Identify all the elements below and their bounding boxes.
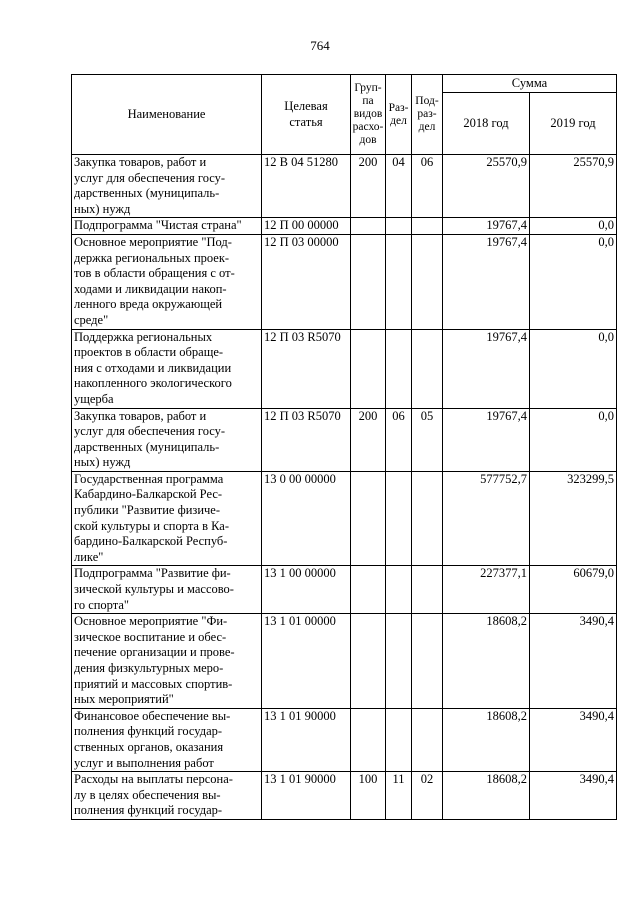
- row-sum-2019: 0,0: [530, 329, 617, 408]
- row-section: [386, 471, 412, 566]
- row-name: Государственная программа Кабардино-Балкарской Рес- публики "Развитие физиче- ской культуры и спорта в Ка- бардино-Балкарской Респуб- лике": [72, 471, 262, 566]
- row-sum-2018: 227377,1: [443, 566, 530, 614]
- row-name: Закупка товаров, работ и услуг для обеспечения госу- дарственных (муниципаль- ных) нужд: [72, 408, 262, 471]
- row-article: 13 1 01 90000: [262, 708, 351, 771]
- row-subsection: [412, 614, 443, 709]
- row-article: 13 1 00 00000: [262, 566, 351, 614]
- row-group: [351, 614, 386, 709]
- row-group: 200: [351, 155, 386, 218]
- row-group: [351, 708, 386, 771]
- row-article: 12 П 03 R5070: [262, 408, 351, 471]
- row-group: 200: [351, 408, 386, 471]
- table-row: [72, 329, 617, 408]
- header-article: Целевая статья: [262, 75, 351, 155]
- header-year-2018: 2018 год: [443, 93, 530, 155]
- table-row: [72, 471, 617, 566]
- row-subsection: [412, 234, 443, 329]
- row-article: 12 П 03 00000: [262, 234, 351, 329]
- row-section: [386, 614, 412, 709]
- row-name: Основное мероприятие "Фи- зическое воспитание и обес- печение организации и прове- дения физкультурных меро- приятий и массовых спортив- ных мероприятий": [72, 614, 262, 709]
- table-row: [72, 772, 617, 820]
- header-group: Груп- па видов расхо- дов: [351, 75, 386, 155]
- table-row: [72, 155, 617, 218]
- header-year-2019: 2019 год: [530, 93, 617, 155]
- table-row: [72, 566, 617, 614]
- row-article: 12 В 04 51280: [262, 155, 351, 218]
- row-group: [351, 471, 386, 566]
- row-section: [386, 708, 412, 771]
- row-subsection: [412, 218, 443, 235]
- row-subsection: [412, 329, 443, 408]
- row-sum-2018: 18608,2: [443, 614, 530, 709]
- row-subsection: 02: [412, 772, 443, 820]
- row-name: Расходы на выплаты персона- лу в целях обеспечения вы- полнения функций государ-: [72, 772, 262, 820]
- row-section: 06: [386, 408, 412, 471]
- row-section: [386, 234, 412, 329]
- table-row: [72, 614, 617, 709]
- row-sum-2019: 0,0: [530, 408, 617, 471]
- row-article: 13 0 00 00000: [262, 471, 351, 566]
- row-sum-2018: 577752,7: [443, 471, 530, 566]
- row-name: Основное мероприятие "Под- держка региональных проек- тов в области обращения с от- ходами и ликвидации накоп- ленного вреда окружающей среде": [72, 234, 262, 329]
- row-sum-2019: 60679,0: [530, 566, 617, 614]
- row-sum-2018: 19767,4: [443, 329, 530, 408]
- page-number: 764: [310, 38, 330, 53]
- row-name: Поддержка региональных проектов в области обраще- ния с отходами и ликвидации накопленного экологического ущерба: [72, 329, 262, 408]
- row-group: 100: [351, 772, 386, 820]
- row-sum-2019: 3490,4: [530, 708, 617, 771]
- row-name: Финансовое обеспечение вы- полнения функций государ- ственных органов, оказания услуг и выполнения работ: [72, 708, 262, 771]
- row-name: Подпрограмма "Развитие фи- зической культуры и массово- го спорта": [72, 566, 262, 614]
- row-sum-2018: 18608,2: [443, 708, 530, 771]
- row-subsection: [412, 708, 443, 771]
- table-row: [72, 408, 617, 471]
- row-subsection: [412, 566, 443, 614]
- row-group: [351, 566, 386, 614]
- row-section: 04: [386, 155, 412, 218]
- table-row: [72, 234, 617, 329]
- row-section: [386, 218, 412, 235]
- row-sum-2019: 3490,4: [530, 772, 617, 820]
- row-sum-2019: 0,0: [530, 218, 617, 235]
- row-group: [351, 329, 386, 408]
- row-sum-2018: 19767,4: [443, 218, 530, 235]
- header-sum: Сумма: [443, 75, 617, 93]
- row-subsection: 05: [412, 408, 443, 471]
- table-row: [72, 708, 617, 771]
- row-subsection: 06: [412, 155, 443, 218]
- row-group: [351, 218, 386, 235]
- row-article: 12 П 00 00000: [262, 218, 351, 235]
- row-sum-2018: 19767,4: [443, 234, 530, 329]
- row-article: 13 1 01 00000: [262, 614, 351, 709]
- row-subsection: [412, 471, 443, 566]
- row-sum-2018: 19767,4: [443, 408, 530, 471]
- row-sum-2018: 25570,9: [443, 155, 530, 218]
- budget-table: [71, 74, 617, 820]
- row-sum-2019: 25570,9: [530, 155, 617, 218]
- row-article: 12 П 03 R5070: [262, 329, 351, 408]
- row-section: [386, 566, 412, 614]
- row-section: [386, 329, 412, 408]
- row-name: Подпрограмма "Чистая страна": [72, 218, 262, 235]
- row-sum-2019: 323299,5: [530, 471, 617, 566]
- row-section: 11: [386, 772, 412, 820]
- header-section: Раз- дел: [386, 75, 412, 155]
- row-sum-2018: 18608,2: [443, 772, 530, 820]
- header-subsection: Под- раз- дел: [412, 75, 443, 155]
- row-sum-2019: 3490,4: [530, 614, 617, 709]
- row-article: 13 1 01 90000: [262, 772, 351, 820]
- table-row: [72, 218, 617, 235]
- row-name: Закупка товаров, работ и услуг для обеспечения госу- дарственных (муниципаль- ных) нужд: [72, 155, 262, 218]
- row-sum-2019: 0,0: [530, 234, 617, 329]
- header-name: Наименование: [72, 75, 262, 155]
- row-group: [351, 234, 386, 329]
